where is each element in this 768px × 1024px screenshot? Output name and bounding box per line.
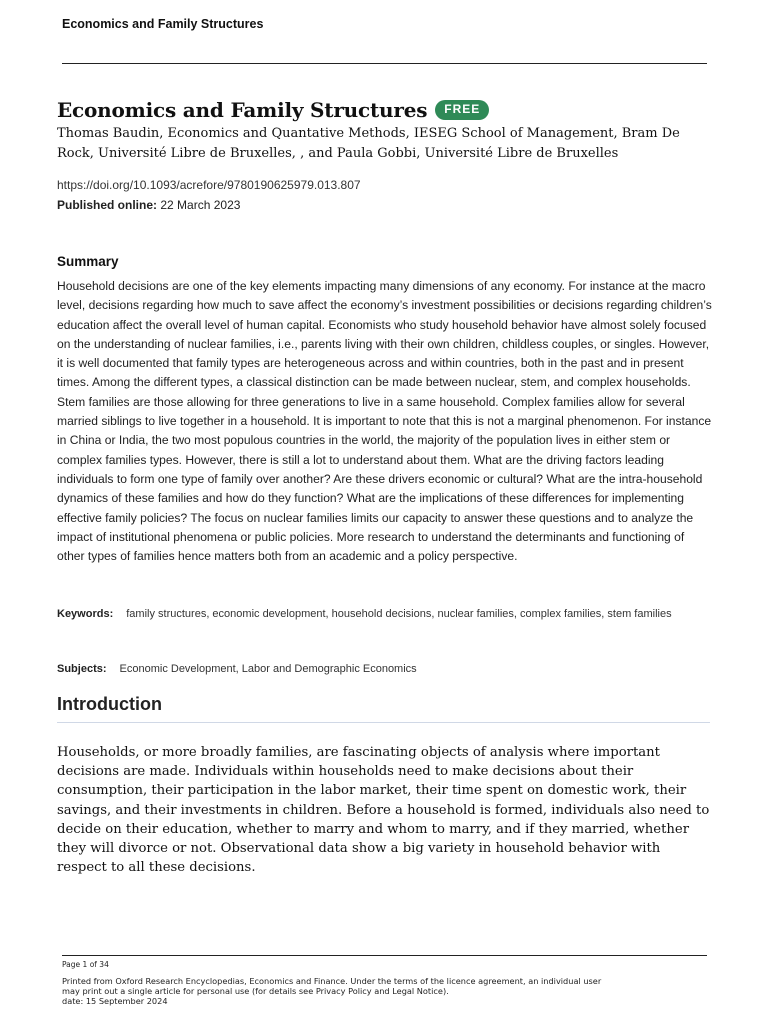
print-notice-line: may print out a single article for personal use (for details see Privacy Policy and Legal Notice). xyxy=(62,986,449,996)
print-notice xyxy=(62,976,707,1006)
published-date: 22 March 2023 xyxy=(160,198,241,212)
free-badge: FREE xyxy=(435,100,489,120)
introduction-heading: Introduction xyxy=(57,694,162,714)
print-notice-line: Printed from Oxford Research Encyclopedias, Economics and Finance. Under the terms of the licence agreement, an individual user xyxy=(62,976,602,986)
page-number: Page 1 of 34 xyxy=(62,960,109,969)
authors-line: Thomas Baudin, Economics and Quantative Methods, IESEG School of Management, Bram De xyxy=(57,126,680,141)
summary-text: Household decisions are one of the key elements impacting many dimensions of any economy. For instance at the macro level, decisions regarding how much to save affect the economy’s investment possibilities or decisions regarding children’s education affect the overall level of human capital. Economists who study household behavior have almost solely focused on the understanding of nuclear families, i.e., parents living with their own children, childless couples, or singles. However, it is well documented that family types are heterogeneous across and within countries, both in the past and in present times. Among the different types, a classical distinction can be made between nuclear, stem, and complex households. Stem families are those allowing for three generations to live in a same household. Complex families allow for several married siblings to live together in a household. It is important to note that this is not a marginal phenomenon. For instance in China or India, the two most populous countries in the world, the majority of the population lives in either stem or complex families types. However, there is still a lot to understand about them. What are the driving factors leading individuals to form one type of family over another? Are these drivers economic or cultural? What are the intra-household dynamics of these families and how do they function? What are the implications of these differences for implementing effective family policies? The focus on nuclear families limits our capacity to answer these questions and to analyze the impact of institutional phenomena or public policies. More research to understand the determinants and functioning of other types of families hence matters both from an academic and a policy perspective. xyxy=(57,279,712,564)
doi-link[interactable]: https://doi.org/10.1093/acrefore/9780190625979.013.807 xyxy=(57,178,361,192)
keywords-value: family structures, economic development, household decisions, nuclear families, complex families, stem families xyxy=(126,608,672,620)
article-authors xyxy=(57,124,717,164)
published-label: Published online: xyxy=(57,198,158,212)
authors-line: Rock, Université Libre de Bruxelles, , and Paula Gobbi, Université Libre de Bruxelles xyxy=(57,146,619,161)
published-online xyxy=(57,198,240,212)
subjects-label: Subjects: xyxy=(57,663,107,675)
article-title: Economics and Family Structures xyxy=(57,98,428,122)
article-title-row xyxy=(57,98,717,122)
summary-heading: Summary xyxy=(57,254,119,269)
introduction-divider xyxy=(57,722,710,723)
keywords xyxy=(57,604,712,624)
keywords-label: Keywords: xyxy=(57,608,114,620)
footer-divider xyxy=(62,955,707,956)
subjects xyxy=(57,660,417,678)
print-date: date: 15 September 2024 xyxy=(62,996,168,1006)
header-divider xyxy=(62,63,707,64)
introduction-text: Households, or more broadly families, are fascinating objects of analysis where important decisions are made. Individuals within households need to make decisions about their consumption, their participation in the labor market, their time spent on domestic work, their savings, and their investments in children. Before a household is formed, individuals also need to decide on their education, whether to marry and whom to marry, and if they married, whether they will divorce or not. Observational data show a big variety in household behavior with respect to all these decisions. xyxy=(57,745,710,876)
running-head: Economics and Family Structures xyxy=(62,17,264,31)
subjects-value: Economic Development, Labor and Demographic Economics xyxy=(119,663,417,675)
